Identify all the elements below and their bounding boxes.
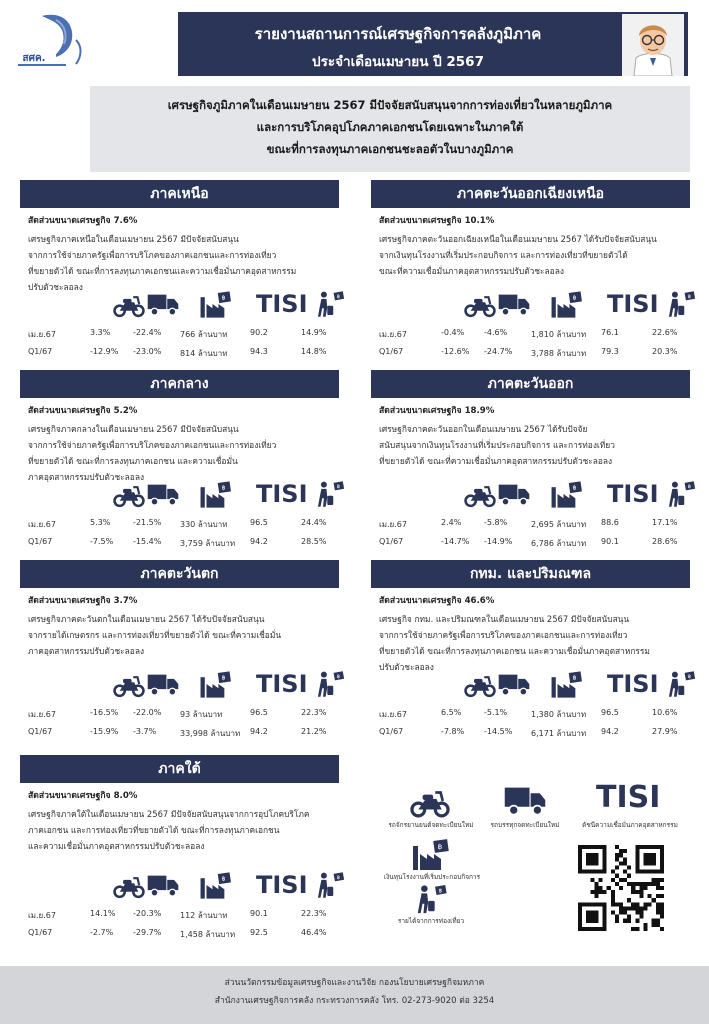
legend-truck-label: รถบรรทุกจดทะเบียนใหม่ — [490, 821, 560, 829]
indicator-value: -7.5% — [90, 537, 114, 546]
svg-text:฿: ฿ — [572, 294, 577, 302]
indicator-value: 814 ล้านบาท — [180, 349, 228, 358]
indicator-value: 96.5 — [250, 708, 268, 717]
footer-line-1: ส่วนนวัตกรรมข้อมูลเศรษฐกิจและงานวิจัย กองนโยบายเศรษฐกิจมหภาค — [224, 978, 485, 988]
truck-icon — [146, 478, 180, 510]
indicator-value: 28.6% — [652, 537, 678, 546]
description-line: และความเชื่อมั่นภาคอุตสาหกรรมปรับตัวชะลอลง — [28, 841, 205, 851]
indicator-value: 88.6 — [601, 518, 619, 527]
previous-quarter-row — [20, 347, 339, 361]
motorcycle-icon — [112, 478, 146, 510]
current-month-row — [20, 518, 339, 532]
motorcycle-icon — [112, 869, 146, 901]
previous-quarter-row — [371, 537, 690, 551]
indicator-value: 112 ล้านบาท — [180, 911, 228, 920]
indicator-value: 22.6% — [652, 328, 678, 337]
factory-icon — [549, 478, 583, 510]
svg-text:฿: ฿ — [572, 484, 577, 492]
indicator-value: 3,788 ล้านบาท — [531, 349, 587, 358]
indicator-value: 79.3 — [601, 347, 619, 356]
footer-line-2: สำนักงานเศรษฐกิจการคลัง กระทรวงการคลัง โทร. 02-273-9020 ต่อ 3254 — [214, 996, 495, 1006]
tisi-logo: TISI — [256, 670, 308, 698]
row-label: Q1/67 — [28, 928, 53, 937]
indicator-icons — [463, 478, 690, 512]
indicator-value: 6,171 ล้านบาท — [531, 729, 587, 738]
motorcycle-icon — [463, 478, 497, 510]
previous-quarter-row — [371, 727, 690, 741]
row-label: เม.ย.67 — [28, 911, 56, 920]
svg-text:฿: ฿ — [221, 875, 226, 883]
region-panel — [20, 370, 339, 554]
indicator-value: 96.5 — [250, 518, 268, 527]
motorcycle-icon — [112, 668, 146, 700]
economy-share: สัดส่วนขนาดเศรษฐกิจ 7.6% — [28, 216, 138, 226]
tisi-logo: TISI — [256, 290, 308, 318]
indicator-value: -29.7% — [133, 928, 162, 937]
indicator-value: 22.3% — [301, 909, 327, 918]
description-line: จากการใช้จ่ายภาครัฐเพื่อการบริโภคของภาคเอกชนและการท่องเที่ยว — [379, 630, 628, 640]
indicator-value: -15.4% — [133, 537, 162, 546]
svg-text:฿: ฿ — [572, 674, 577, 682]
svg-text:฿: ฿ — [438, 888, 443, 895]
tourist-icon — [312, 478, 346, 510]
svg-text:฿: ฿ — [687, 674, 691, 681]
tourist-icon — [663, 668, 697, 700]
indicator-value: -21.5% — [133, 518, 162, 527]
indicator-value: 94.3 — [250, 347, 268, 356]
region-title: ภาคใต้ — [20, 755, 339, 783]
indicator-value: 76.1 — [601, 328, 619, 337]
row-label: Q1/67 — [28, 347, 53, 356]
economist-cartoon-icon — [622, 14, 684, 76]
indicator-value: -24.7% — [484, 347, 513, 356]
region-panel — [371, 370, 690, 554]
factory-icon — [198, 869, 232, 901]
current-month-row — [371, 518, 690, 532]
indicator-value: 96.5 — [601, 708, 619, 717]
indicator-value: 17.1% — [652, 518, 678, 527]
indicator-value: 20.3% — [652, 347, 678, 356]
legend-truck-icon — [500, 782, 550, 818]
current-month-row — [20, 909, 339, 923]
current-month-row — [20, 328, 339, 342]
region-title: ภาคตะวันออกเฉียงเหนือ — [371, 180, 690, 208]
svg-text:฿: ฿ — [336, 674, 340, 681]
row-label: Q1/67 — [28, 537, 53, 546]
svg-text:฿: ฿ — [221, 674, 226, 682]
indicator-value: -14.5% — [484, 727, 513, 736]
indicator-value: 330 ล้านบาท — [180, 520, 228, 529]
svg-text:฿: ฿ — [221, 294, 226, 302]
report-title: รายงานสถานการณ์เศรษฐกิจการคลังภูมิภาค — [254, 25, 542, 43]
economy-share: สัดส่วนขนาดเศรษฐกิจ 10.1% — [379, 216, 495, 226]
logo-text: สศค. — [22, 53, 46, 64]
indicator-value: 94.2 — [250, 537, 268, 546]
motorcycle-icon — [112, 288, 146, 320]
tisi-logo: TISI — [256, 871, 308, 899]
legend-factory-icon — [410, 838, 450, 870]
factory-icon — [198, 668, 232, 700]
description-line: เศรษฐกิจ กทม. และปริมณฑลในเดือนเมษายน 2567 มีปัจจัยสนับสนุน — [379, 614, 630, 624]
indicator-value: -22.0% — [133, 708, 162, 717]
ministry-logo — [12, 10, 100, 72]
economy-share: สัดส่วนขนาดเศรษฐกิจ 5.2% — [28, 406, 138, 416]
indicator-value: -2.7% — [90, 928, 114, 937]
indicator-value: -23.0% — [133, 347, 162, 356]
indicator-value: 14.1% — [90, 909, 116, 918]
legend-motorcycle-label: รถจักรยานยนต์จดทะเบียนใหม่ — [388, 821, 474, 829]
description-line: เศรษฐกิจภาคตะวันออกเฉียงเหนือในเดือนเมษายน 2567 ได้รับปัจจัยสนับสนุน — [379, 234, 657, 244]
indicator-value: -14.9% — [484, 537, 513, 546]
indicator-value: 94.2 — [601, 727, 619, 736]
description-line: จากการใช้จ่ายภาครัฐเพื่อการบริโภคของภาคเอกชนและการท่องเที่ยว — [28, 440, 277, 450]
region-panel — [20, 755, 339, 945]
truck-icon — [146, 668, 180, 700]
indicator-value: 10.6% — [652, 708, 678, 717]
truck-icon — [146, 869, 180, 901]
indicator-value: 90.2 — [250, 328, 268, 337]
indicator-value: -14.7% — [441, 537, 470, 546]
description-line: ที่ขยายตัวได้ ขณะที่การลงทุนภาคเอกชนและความเชื่อมั่นภาคอุตสาหกรรม — [28, 266, 297, 276]
economy-share: สัดส่วนขนาดเศรษฐกิจ 18.9% — [379, 406, 495, 416]
tourist-icon — [312, 668, 346, 700]
economy-share: สัดส่วนขนาดเศรษฐกิจ 3.7% — [28, 596, 138, 606]
indicator-value: -3.7% — [133, 727, 157, 736]
svg-text:฿: ฿ — [221, 484, 226, 492]
legend-tourist-icon — [410, 884, 450, 914]
description-line: ขณะที่ความเชื่อมั่นภาคอุตสาหกรรมปรับตัวชะลอลง — [379, 266, 564, 276]
description-line: เศรษฐกิจภาคกลางในเดือนเมษายน 2567 มีปัจจัยสนับสนุน — [28, 424, 239, 434]
indicator-value: 27.9% — [652, 727, 678, 736]
tourist-icon — [663, 478, 697, 510]
description-line: จากเงินทุนโรงงานที่เริ่มประกอบกิจการ และการท่องเที่ยวที่ขยายตัวได้ — [379, 250, 628, 260]
previous-quarter-row — [20, 928, 339, 942]
indicator-value: 14.8% — [301, 347, 327, 356]
indicator-value: 90.1 — [250, 909, 268, 918]
region-description — [379, 611, 682, 675]
description-line: เศรษฐกิจภาคตะวันออกในเดือนเมษายน 2567 ได้รับปัจจัย — [379, 424, 588, 434]
legend-motorcycle-icon — [408, 784, 452, 818]
description-line: ปรับตัวชะลอลง — [28, 282, 83, 292]
summary-line-3: ขณะที่การลงทุนภาคเอกชนชะลอตัวในบางภูมิภาค — [266, 142, 514, 156]
summary-banner — [90, 86, 690, 172]
indicator-value: 766 ล้านบาท — [180, 330, 228, 339]
indicator-value: 92.5 — [250, 928, 268, 937]
legend-tisi-logo: TISI — [596, 780, 661, 815]
description-line: ภาคอุตสาหกรรมปรับตัวชะลอลง — [28, 646, 145, 656]
description-line: เศรษฐกิจภาคเหนือในเดือนเมษายน 2567 มีปัจจัยสนับสนุน — [28, 234, 239, 244]
indicator-value: 6,786 ล้านบาท — [531, 539, 587, 548]
indicator-icons — [112, 869, 339, 903]
indicator-icons — [112, 668, 339, 702]
region-description — [28, 231, 331, 295]
motorcycle-icon — [463, 288, 497, 320]
indicator-value: 2.4% — [441, 518, 462, 527]
tisi-logo: TISI — [607, 290, 659, 318]
indicator-icons — [463, 668, 690, 702]
tourist-icon — [312, 869, 346, 901]
summary-line-2: และการบริโภคอุปโภคภาคเอกชนโดยเฉพาะในภาคใต้ — [256, 120, 524, 134]
previous-quarter-row — [20, 727, 339, 741]
row-label: Q1/67 — [379, 537, 404, 546]
description-line: ภาคอุตสาหกรรมปรับตัวชะลอลง — [28, 472, 145, 482]
description-line: เศรษฐกิจภาคใต้ในเดือนเมษายน 2567 มีปัจจัยสนับสนุนจากการอุปโภคบริโภค — [28, 809, 310, 819]
svg-text:฿: ฿ — [336, 294, 340, 301]
indicator-value: -12.9% — [90, 347, 119, 356]
region-title: กทม. และปริมณฑล — [371, 560, 690, 588]
svg-text:฿: ฿ — [687, 294, 691, 301]
indicator-value: 21.2% — [301, 727, 327, 736]
indicator-value: -22.4% — [133, 328, 162, 337]
region-title: ภาคตะวันออก — [371, 370, 690, 398]
region-description — [379, 421, 682, 485]
indicator-value: -20.3% — [133, 909, 162, 918]
tourist-icon — [312, 288, 346, 320]
indicator-value: 24.4% — [301, 518, 327, 527]
indicator-value: 94.2 — [250, 727, 268, 736]
previous-quarter-row — [20, 537, 339, 551]
svg-text:฿: ฿ — [687, 484, 691, 491]
economy-share: สัดส่วนขนาดเศรษฐกิจ 46.6% — [379, 596, 495, 606]
report-subtitle: ประจำเดือนเมษายน ปี 2567 — [312, 54, 484, 70]
description-line: เศรษฐกิจภาคตะวันตกในเดือนเมษายน 2567 ได้รับปัจจัยสนับสนุน — [28, 614, 265, 624]
indicator-value: 3,759 ล้านบาท — [180, 539, 236, 548]
indicator-icons — [112, 288, 339, 322]
description-line: ที่ขยายตัวได้ ขณะที่การลงทุนภาคเอกชน และความเชื่อมั่นภาคอุตสาหกรรม — [379, 646, 650, 656]
indicator-value: 3.3% — [90, 328, 111, 337]
svg-text:฿: ฿ — [336, 484, 340, 491]
region-panel — [371, 180, 690, 364]
indicator-value: -4.6% — [484, 328, 508, 337]
factory-icon — [549, 288, 583, 320]
tisi-logo: TISI — [256, 480, 308, 508]
indicator-value: 28.5% — [301, 537, 327, 546]
region-title: ภาคตะวันตก — [20, 560, 339, 588]
indicator-value: 1,380 ล้านบาท — [531, 710, 587, 719]
description-line: จากการใช้จ่ายภาครัฐเพื่อการบริโภคของภาคเอกชนและการท่องเที่ยว — [28, 250, 277, 260]
region-description — [28, 806, 331, 870]
indicator-value: 5.3% — [90, 518, 111, 527]
factory-icon — [198, 288, 232, 320]
tisi-logo: TISI — [607, 670, 659, 698]
indicator-value: -7.8% — [441, 727, 465, 736]
description-line: จากรายได้เกษตรกร และการท่องเที่ยวที่ขยายตัวได้ ขณะที่ความเชื่อมั่น — [28, 630, 282, 640]
row-label: Q1/67 — [379, 727, 404, 736]
truck-icon — [497, 288, 531, 320]
region-description — [379, 231, 682, 295]
indicator-value: 22.3% — [301, 708, 327, 717]
description-line: ภาคเอกชน และการท่องเที่ยวที่ขยายตัวได้ ขณะที่การลงทุนภาคเอกชน — [28, 825, 280, 835]
summary-line-1: เศรษฐกิจภูมิภาคในเดือนเมษายน 2567 มีปัจจัยสนับสนุนจากการท่องเที่ยวในหลายภูมิภาค — [167, 98, 613, 112]
region-description — [28, 421, 331, 485]
truck-icon — [497, 478, 531, 510]
region-panel — [20, 560, 339, 744]
description-line: ที่ขยายตัวได้ ขณะที่การลงทุนภาคเอกชน และความเชื่อมั่น — [28, 456, 238, 466]
indicator-value: -16.5% — [90, 708, 119, 717]
indicator-icons — [112, 478, 339, 512]
current-month-row — [371, 328, 690, 342]
row-label: เม.ย.67 — [379, 710, 407, 719]
region-title: ภาคกลาง — [20, 370, 339, 398]
report-header — [178, 12, 688, 76]
indicator-value: 6.5% — [441, 708, 462, 717]
svg-text:฿: ฿ — [437, 843, 443, 851]
row-label: เม.ย.67 — [379, 520, 407, 529]
indicator-value: 1,458 ล้านบาท — [180, 930, 236, 939]
region-panel — [371, 560, 690, 744]
legend-tourist-label: รายได้จากการท่องเที่ยว — [397, 917, 465, 925]
indicator-icons — [463, 288, 690, 322]
description-line: สนับสนุนจากเงินทุนโรงงานที่เริ่มประกอบกิจการ และการท่องเที่ยว — [379, 440, 615, 450]
indicator-value: -0.4% — [441, 328, 465, 337]
footer — [0, 966, 709, 1024]
description-line: ปรับตัวชะลอลง — [379, 662, 434, 672]
row-label: เม.ย.67 — [28, 520, 56, 529]
indicator-value: 1,810 ล้านบาท — [531, 330, 587, 339]
tisi-logo: TISI — [607, 480, 659, 508]
tourist-icon — [663, 288, 697, 320]
indicator-value: 14.9% — [301, 328, 327, 337]
economy-share: สัดส่วนขนาดเศรษฐกิจ 8.0% — [28, 791, 138, 801]
region-title: ภาคเหนือ — [20, 180, 339, 208]
legend-tisi-label: ดัชนีความเชื่อมั่นภาคอุตสาหกรรม — [582, 821, 678, 829]
row-label: เม.ย.67 — [379, 330, 407, 339]
factory-icon — [549, 668, 583, 700]
indicator-value: 33,998 ล้านบาท — [180, 729, 241, 738]
indicator-value: -12.6% — [441, 347, 470, 356]
previous-quarter-row — [371, 347, 690, 361]
legend-factory-label: เงินทุนโรงงานที่เริ่มประกอบกิจการ — [383, 873, 481, 881]
description-line: ที่ขยายตัวได้ ขณะที่ความเชื่อมั่นภาคอุตสาหกรรมปรับตัวชะลอลง — [379, 456, 613, 466]
row-label: Q1/67 — [379, 347, 404, 356]
row-label: เม.ย.67 — [28, 330, 56, 339]
row-label: เม.ย.67 — [28, 710, 56, 719]
indicator-value: -5.1% — [484, 708, 508, 717]
indicator-value: -5.8% — [484, 518, 508, 527]
indicator-value: 46.4% — [301, 928, 327, 937]
indicator-value: 93 ล้านบาท — [180, 710, 223, 719]
svg-text:฿: ฿ — [336, 875, 340, 882]
indicator-value: 90.1 — [601, 537, 619, 546]
factory-icon — [198, 478, 232, 510]
motorcycle-icon — [463, 668, 497, 700]
row-label: Q1/67 — [28, 727, 53, 736]
truck-icon — [146, 288, 180, 320]
qr-code[interactable] — [578, 845, 664, 931]
truck-icon — [497, 668, 531, 700]
region-panel — [20, 180, 339, 364]
current-month-row — [371, 708, 690, 722]
region-description — [28, 611, 331, 675]
indicator-value: 2,695 ล้านบาท — [531, 520, 587, 529]
indicator-value: -15.9% — [90, 727, 119, 736]
current-month-row — [20, 708, 339, 722]
